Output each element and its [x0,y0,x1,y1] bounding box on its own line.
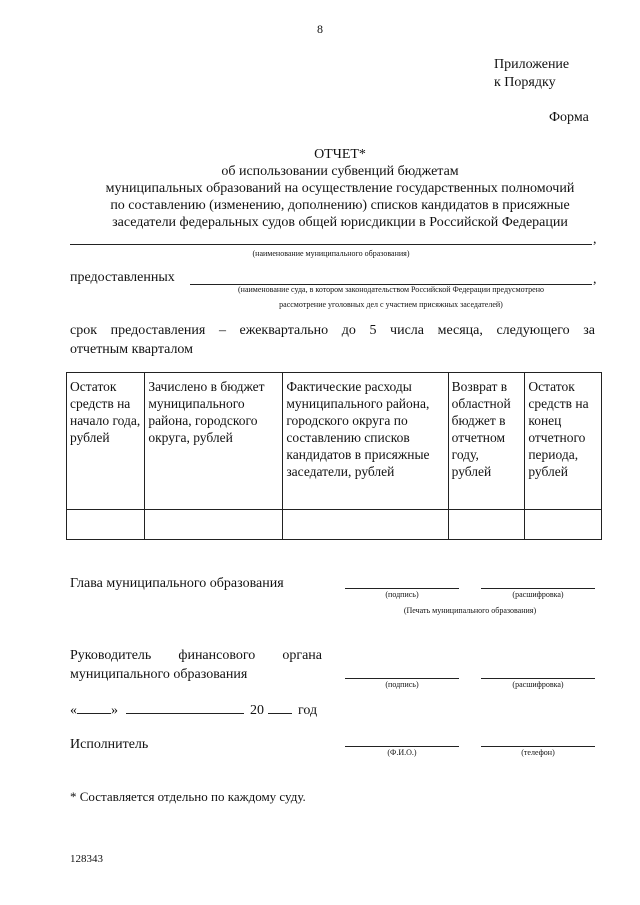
date-year-suffix: год [298,703,318,718]
table-header-cell: Возврат в областной бюджет в отчетном году, рублей [448,373,525,510]
deadline-word: ежеквартально [239,323,329,338]
deadline-word: до [341,323,356,338]
table-header-cell: Фактические расходы муниципального района, городского округа по составлению списков кандидатов в присяжные заседатели, рублей [283,373,448,510]
deadline-word: срок [70,323,98,338]
court-caption-2: рассмотрение уголовных дел с участием присяжных заседателей) [279,300,503,309]
table-header-cell: Остаток средств на конец отчетного периода, рублей [525,373,602,510]
municipality-caption: (наименование муниципального образования) [252,249,410,258]
date-year-prefix: 20 [250,703,264,718]
seal-caption: (Печать муниципального образования) [403,606,537,615]
table-header-cell: Остаток средств на начало года, рублей [67,373,145,510]
head-decode-caption: (расшифровка) [512,590,564,599]
table-cell[interactable] [283,510,448,540]
date-month-blank[interactable] [126,700,244,714]
page-number: 8 [317,22,323,36]
table-header-cell: Зачислено в бюджет муниципального района, городского округа, рублей [145,373,283,510]
report-title-line-3: по составлению (изменению, дополнению) списков кандидатов в присяжные [110,198,570,213]
report-table [66,372,602,540]
head-decode-line [481,588,595,589]
finance-label-word: органа [282,648,322,663]
head-sign-caption: (подпись) [385,590,419,599]
table-cell[interactable] [145,510,283,540]
executor-name-line [345,746,459,747]
finance-signature-label-line-2: муниципального образования [70,667,248,682]
provided-label: предоставленных [70,270,175,285]
finance-label-word: Руководитель [70,648,152,663]
table-header-row [67,373,602,510]
deadline-word: следующего [496,323,570,338]
document-number: 128343 [70,853,103,865]
form-label: Форма [549,110,589,125]
table-row [67,510,602,540]
appendix-block [494,56,569,92]
date-close-quote: » [111,703,118,718]
finance-label-word: финансового [178,648,256,663]
footnote: * Составляется отдельно по каждому суду. [70,789,306,804]
appendix-line-2: к Порядку [494,75,556,90]
table-cell[interactable] [67,510,145,540]
head-signature-label: Глава муниципального образования [70,576,284,591]
deadline-word: месяца, [437,323,483,338]
provided-comma: , [593,272,597,287]
date-year-blank[interactable] [268,700,292,714]
table-cell[interactable] [525,510,602,540]
finance-sign-caption: (подпись) [385,680,419,689]
report-title-line-1: об использовании субвенций бюджетам [221,164,459,179]
head-sign-line [345,588,459,589]
deadline-word: – [218,323,226,338]
report-title-line-2: муниципальных образований на осуществление государственных полномочий [105,181,575,196]
report-title-line-4: заседатели федеральных судов общей юрисдикции в Российской Федерации [112,215,568,230]
date-line [70,700,317,719]
municipality-comma: , [593,232,597,247]
deadline-line-1 [70,323,595,339]
executor-phone-caption: (телефон) [521,748,555,757]
deadline-word: за [583,323,595,338]
municipality-line [70,244,592,245]
date-day-blank[interactable] [77,700,111,714]
table-cell[interactable] [448,510,525,540]
deadline-word: предоставления [110,323,206,338]
deadline-word: 5 [369,323,377,338]
finance-decode-line [481,678,595,679]
appendix-line-1: Приложение [494,57,570,72]
finance-decode-caption: (расшифровка) [512,680,564,689]
finance-sign-line [345,678,459,679]
executor-name-caption: (Ф.И.О.) [387,748,417,757]
deadline-word: числа [390,323,424,338]
report-heading: ОТЧЕТ* [314,147,366,162]
date-open-quote: « [70,703,77,718]
executor-label: Исполнитель [70,737,149,752]
court-caption-1: (наименование суда, в котором законодательством Российской Федерации предусмотрено [238,285,544,294]
report-title [40,146,640,231]
finance-signature-label-line-1 [70,648,322,664]
executor-phone-line [481,746,595,747]
deadline-line-2: отчетным кварталом [70,342,194,357]
